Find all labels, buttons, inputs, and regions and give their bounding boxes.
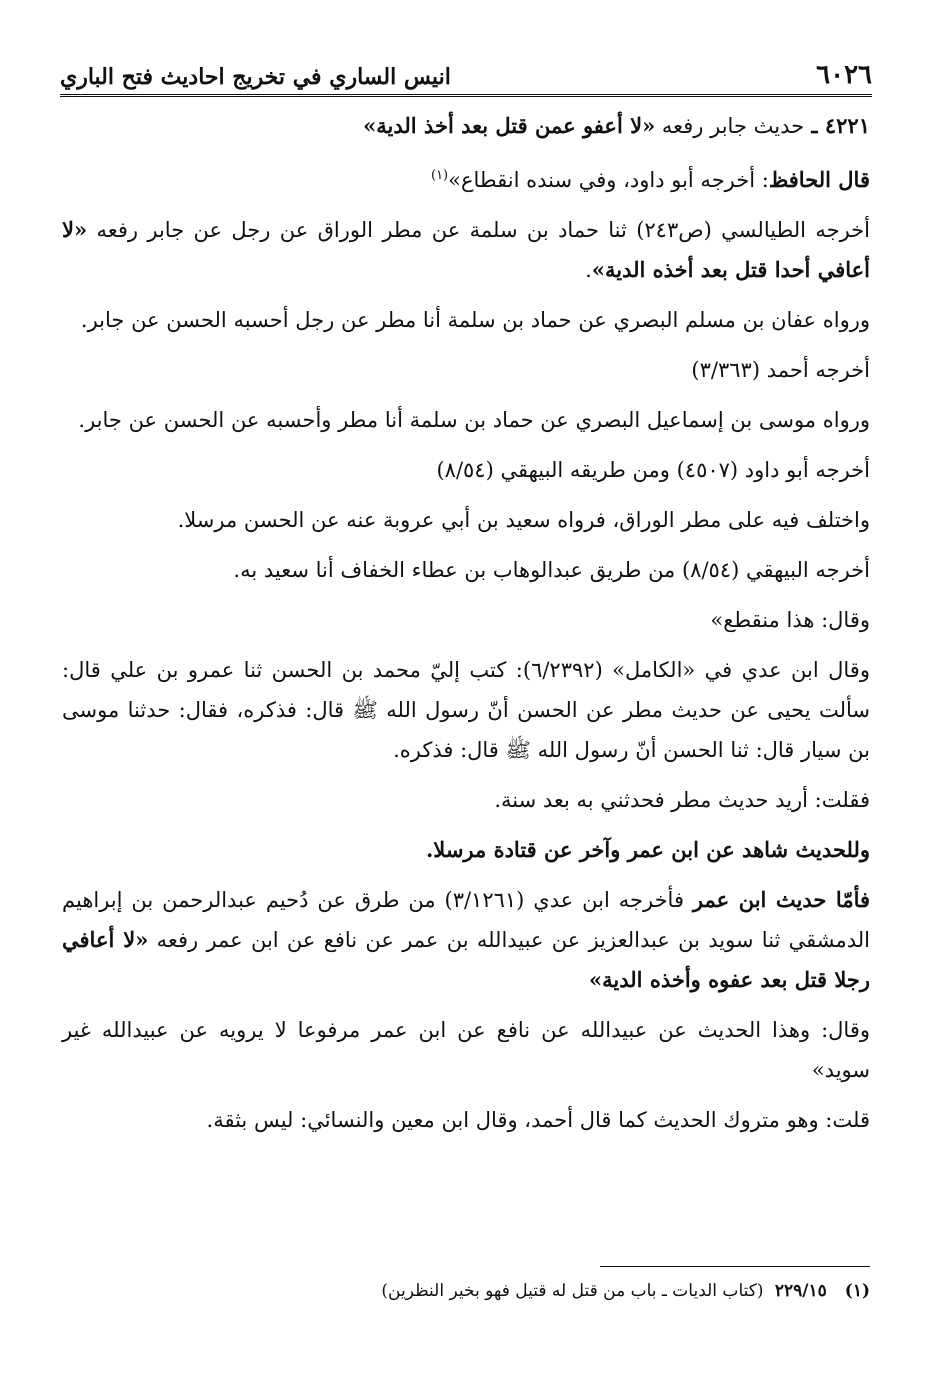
footnote-reference: ٢٢٩/١٥ xyxy=(774,1281,827,1301)
text-run: ورواه موسى بن إسماعيل البصري عن حماد بن سلمة أنا مطر وأحسبه عن الحسن عن جابر. xyxy=(78,408,870,432)
text-run: فأخرجه ابن عدي (٣/١٢٦١) من طرق عن دُحيم عبدالرحمن بن إبراهيم الدمشقي ثنا سويد بن عبدالعزيز عن عبيدالله بن عمر عن نافع عن ابن عمر رفعه xyxy=(62,888,871,952)
footnote xyxy=(62,1276,870,1306)
main-text xyxy=(62,106,870,1150)
paragraph xyxy=(62,830,870,870)
bold-text: وللحديث شاهد عن ابن عمر وآخر عن قتادة مرسلا. xyxy=(425,837,870,862)
paragraph xyxy=(62,880,870,1000)
text-run: : أخرجه أبو داود، وفي سنده انقطاع» xyxy=(448,168,769,192)
text-run: . xyxy=(585,258,592,282)
text-run: قلت: وهو متروك الحديث كما قال أحمد، وقال ابن معين والنسائي: ليس بثقة. xyxy=(206,1108,870,1132)
text-run: أخرجه أبو داود (٤٥٠٧) ومن طريقه البيهقي (٨/٥٤) xyxy=(436,458,870,482)
paragraph xyxy=(62,650,870,770)
text-run: أخرجه أحمد (٣/٣٦٣) xyxy=(691,358,870,382)
text-run: وقال: هذا منقطع» xyxy=(710,608,870,632)
text-run: وقال: وهذا الحديث عن عبيدالله عن نافع عن ابن عمر مرفوعا لا يرويه عن عبيدالله غير سويد» xyxy=(62,1018,870,1082)
footnote-marker: (١) xyxy=(430,168,449,183)
text-run: أخرجه الطيالسي (ص٢٤٣) ثنا حماد بن سلمة عن مطر الوراق عن رجل عن جابر رفعه xyxy=(87,218,870,242)
paragraph xyxy=(62,450,870,490)
paragraph xyxy=(62,400,870,440)
paragraph xyxy=(62,600,870,640)
bold-text: «لا أعافي أحدا قتل بعد أخذه الدية» xyxy=(62,217,870,282)
text-run: أخرجه البيهقي (٨/٥٤) من طريق عبدالوهاب بن عطاء الخفاف أنا سعيد به. xyxy=(233,558,870,582)
paragraph xyxy=(62,780,870,820)
paragraph xyxy=(62,300,870,340)
bold-text: فأمّا حديث ابن عمر xyxy=(692,887,871,912)
bold-text: «لا أعافي رجلا قتل بعد عفوه وأخذه الدية» xyxy=(62,927,870,992)
paragraph xyxy=(62,500,870,540)
text-run: فقلت: أريد حديث مطر فحدثني به بعد سنة. xyxy=(494,788,870,812)
paragraph xyxy=(62,106,870,146)
bold-text: ٤٢٢١ ـ xyxy=(804,113,870,138)
text-run: حديث جابر رفعه xyxy=(655,114,805,138)
footnote-divider xyxy=(600,1266,870,1267)
paragraph xyxy=(62,550,870,590)
text-run: ورواه عفان بن مسلم البصري عن حماد بن سلمة أنا مطر عن رجل أحسبه الحسن عن جابر. xyxy=(80,308,870,332)
text-run: وقال ابن عدي في «الكامل» (٦/٢٣٩٢): كتب إليّ محمد بن الحسن ثنا عمرو بن علي قال: سألت يحيى عن حديث مطر عن الحسن أنّ رسول الله ﷺ قال: فذكره، فقال: حدثنا موسى بن سيار قال: ثنا الحسن أنّ رسول الله ﷺ قال: فذكره. xyxy=(62,658,870,762)
paragraph xyxy=(62,1010,870,1090)
footnote-text: (كتاب الديات ـ باب من قتل له قتيل فهو بخير النظرين) xyxy=(381,1281,764,1301)
paragraph xyxy=(62,1100,870,1140)
page-header xyxy=(60,50,872,97)
paragraph xyxy=(62,350,870,390)
text-run: واختلف فيه على مطر الوراق، فرواه سعيد بن أبي عروبة عنه عن الحسن مرسلا. xyxy=(177,508,870,532)
paragraph xyxy=(62,156,870,200)
bold-text: قال الحافظ xyxy=(768,167,870,192)
running-title: انيس الساري في تخريج احاديث فتح الباري xyxy=(60,64,451,90)
footnote-number: (١) xyxy=(844,1281,870,1301)
paragraph xyxy=(62,210,870,290)
bold-text: «لا أعفو عمن قتل بعد أخذ الدية» xyxy=(363,113,656,138)
page-number: ٦٠٢٦ xyxy=(816,60,872,90)
